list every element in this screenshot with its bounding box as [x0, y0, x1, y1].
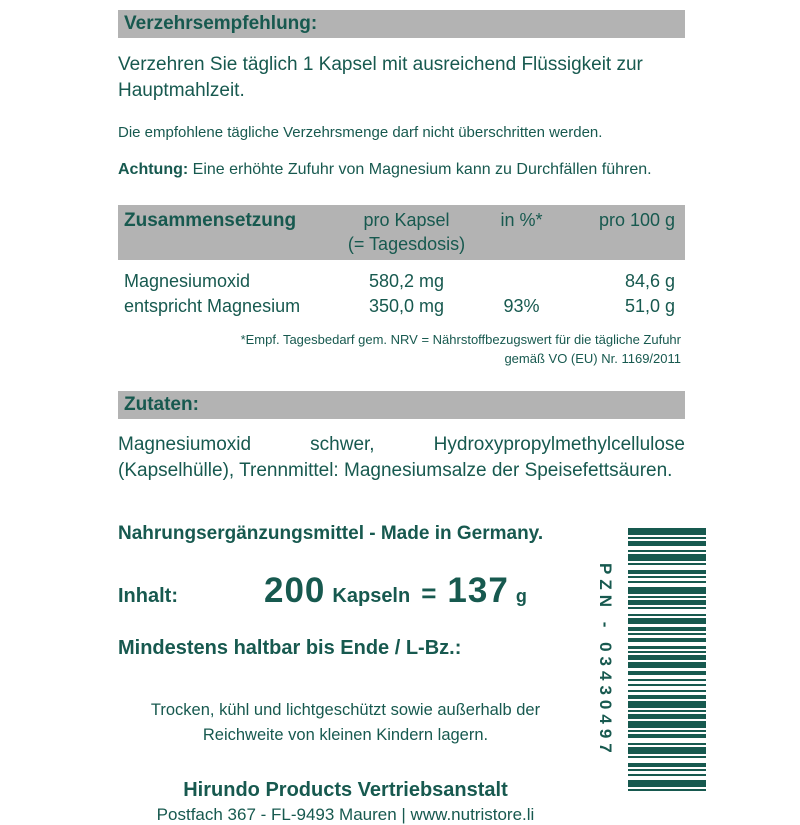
equals-sign: =: [421, 577, 437, 608]
net-weight: 137: [447, 570, 509, 610]
company-address: Postfach 367 - FL-9493 Mauren | www.nutristore.li: [156, 805, 535, 825]
content-label: Inhalt:: [118, 584, 178, 607]
nrv-footnote: [118, 330, 685, 369]
col-header-per-capsule-sub: (= Tagesdosis): [347, 234, 466, 255]
storage-note: Trocken, kühl und lichtgeschützt sowie außerhalb der Reichweite von kleinen Kindern lagern.: [150, 700, 541, 744]
pzn-barcode: [592, 528, 706, 792]
composition-row: [118, 270, 685, 293]
nrv-footnote-line2: gemäß VO (EU) Nr. 1169/2011: [504, 351, 681, 367]
warning-line: [118, 161, 685, 179]
col-header-per-capsule: pro Kapsel: [363, 210, 450, 231]
ingredients-text: Magnesiumoxid schwer, Hydroxypropylmethylcellulose (Kapselhülle), Trennmittel: Magnesiumsalze der Speisefettsäuren.: [118, 433, 685, 482]
composition-header-bar: [118, 205, 685, 259]
capsule-count: 200: [264, 570, 326, 610]
warning-label: Achtung:: [118, 161, 189, 179]
value-per-capsule: 580,2 mg: [368, 270, 445, 291]
nrv-footnote-line1: *Empf. Tagesbedarf gem. NRV = Nährstoffbezugswert für die tägliche Zufuhr: [240, 331, 681, 347]
best-before-label: Mindestens haltbar bis Ende / L-Bz.:: [118, 636, 462, 659]
capsule-unit: Kapseln: [332, 584, 411, 607]
value-percent: 93%: [503, 296, 540, 317]
recommendation-heading: Verzehrsempfehlung:: [124, 13, 318, 34]
ingredient-name: entspricht Magnesium: [124, 296, 301, 317]
recommendation-note: Die empfohlene tägliche Verzehrsmenge darf nicht überschritten werden.: [118, 124, 603, 142]
ingredient-name: Magnesiumoxid: [124, 270, 251, 291]
col-header-per-100g: pro 100 g: [598, 210, 675, 231]
company-name: Hirundo Products Vertriebsanstalt: [183, 779, 508, 802]
ingredients-heading-bar: [118, 391, 685, 419]
value-per-100g: 51,0 g: [624, 296, 675, 317]
pzn-number: PZN - 03430497: [596, 562, 615, 758]
value-per-capsule: 350,0 mg: [368, 296, 445, 317]
distributor-block: [118, 779, 573, 825]
weight-unit: g: [515, 585, 527, 606]
recommendation-text: Verzehren Sie täglich 1 Kapsel mit ausreichend Flüssigkeit zur Hauptmahlzeit.: [118, 54, 643, 102]
value-per-100g: 84,6 g: [624, 270, 675, 291]
col-header-percent: in %*: [500, 210, 543, 231]
value-percent: [474, 270, 569, 293]
ingredients-heading: Zutaten:: [124, 393, 199, 415]
barcode-bars: [628, 528, 706, 792]
composition-heading: Zusammensetzung: [124, 210, 297, 232]
category-line: Nahrungsergänzungsmittel - Made in Germany.: [118, 522, 544, 544]
composition-row: [118, 295, 685, 318]
recommendation-heading-bar: [118, 10, 685, 38]
warning-text: Eine erhöhte Zufuhr von Magnesium kann zu Durchfällen führen.: [192, 161, 652, 179]
